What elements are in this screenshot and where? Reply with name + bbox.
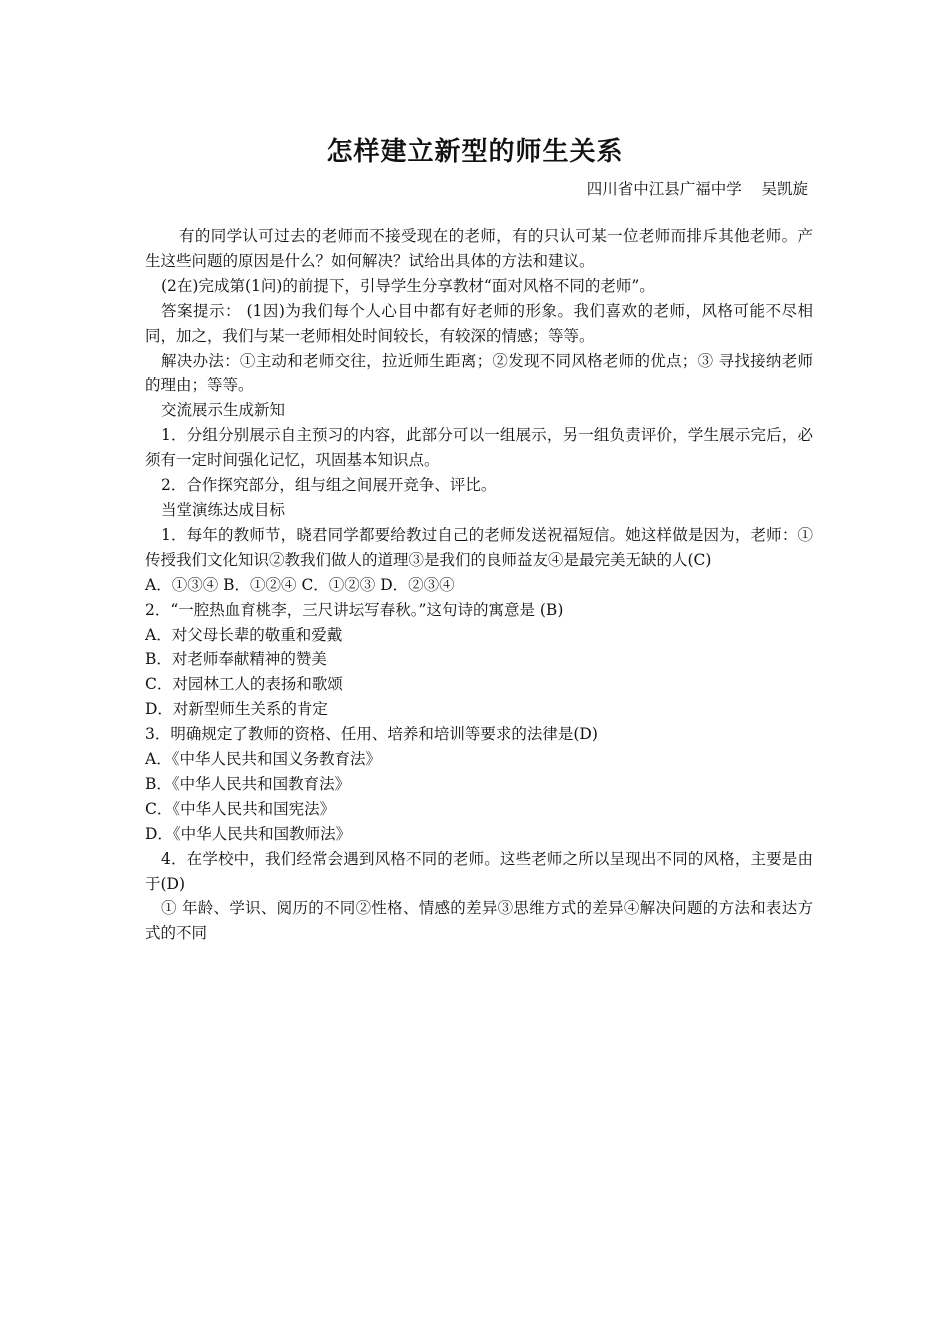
paragraph: A．对父母长辈的敬重和爱戴 (145, 625, 343, 644)
paragraph: 答案提示： (1因)为我们每个人心目中都有好老师的形象。我们喜欢的老师，风格可能不尽相同，加之，我们与某一老师相处时间较长，有较深的情感；等等。 (145, 301, 813, 345)
paragraph: C．对园林工人的表扬和歌颂 (145, 675, 343, 694)
paragraph: 4．在学校中，我们经常会遇到风格不同的老师。这些老师之所以呈现出不同的风格，主要是由于(D) (145, 849, 813, 893)
paragraph: 2．“一腔热血育桃李，三尺讲坛写春秋。”这句诗的寓意是 (B) (145, 600, 564, 619)
paragraph: D．《中华人民共和国教师法》 (145, 824, 352, 843)
paragraph: 2．合作探究部分，组与组之间展开竞争、评比。 (161, 476, 497, 495)
paragraph: ① 年龄、学识、阅历的不同②性格、情感的差异③思维方式的差异④解决问题的方法和表达方式的不同 (145, 899, 813, 943)
paragraph: A．①③④ B．①②④ C．①②③ D．②③④ (145, 575, 455, 594)
paragraph: 交流展示生成新知 (161, 401, 286, 420)
author-line: 四川省中江县广福中学 吴凯旋 (586, 180, 808, 198)
paragraph: A．《中华人民共和国义务教育法》 (145, 750, 381, 769)
paragraph: B．《中华人民共和国教育法》 (145, 774, 351, 793)
paragraph: C．《中华人民共和国宪法》 (145, 799, 336, 818)
paragraph: 当堂演练达成目标 (161, 500, 286, 519)
paragraph: 解决办法：①主动和老师交往，拉近师生距离；②发现不同风格老师的优点；③ 寻找接纳老师的理由；等等。 (145, 351, 813, 395)
paragraph: (2在)完成第(1问)的前提下，引导学生分享教材“面对风格不同的老师”。 (161, 276, 655, 295)
paragraph: 有的同学认可过去的老师而不接受现在的老师，有的只认可某一位老师而排斥其他老师。产生这些问题的原因是什么？如何解决？试给出具体的方法和建议。 (145, 227, 813, 270)
document-body (145, 224, 813, 946)
paragraph: 1．分组分别展示自主预习的内容，此部分可以一组展示，另一组负责评价，学生展示完后，必须有一定时间强化记忆，巩固基本知识点。 (145, 426, 813, 470)
paragraph: 3．明确规定了教师的资格、任用、培养和培训等要求的法律是(D) (145, 725, 598, 744)
document-title: 怎样建立新型的师生关系 (326, 137, 624, 167)
paragraph: D．对新型师生关系的肯定 (145, 700, 328, 719)
paragraph: B．对老师奉献精神的赞美 (145, 650, 327, 669)
paragraph: 1．每年的教师节，晓君同学都要给教过自己的老师发送祝福短信。她这样做是因为，老师：①传授我们文化知识②教我们做人的道理③是我们的良师益友④是最完美无缺的人(C) (145, 525, 813, 569)
